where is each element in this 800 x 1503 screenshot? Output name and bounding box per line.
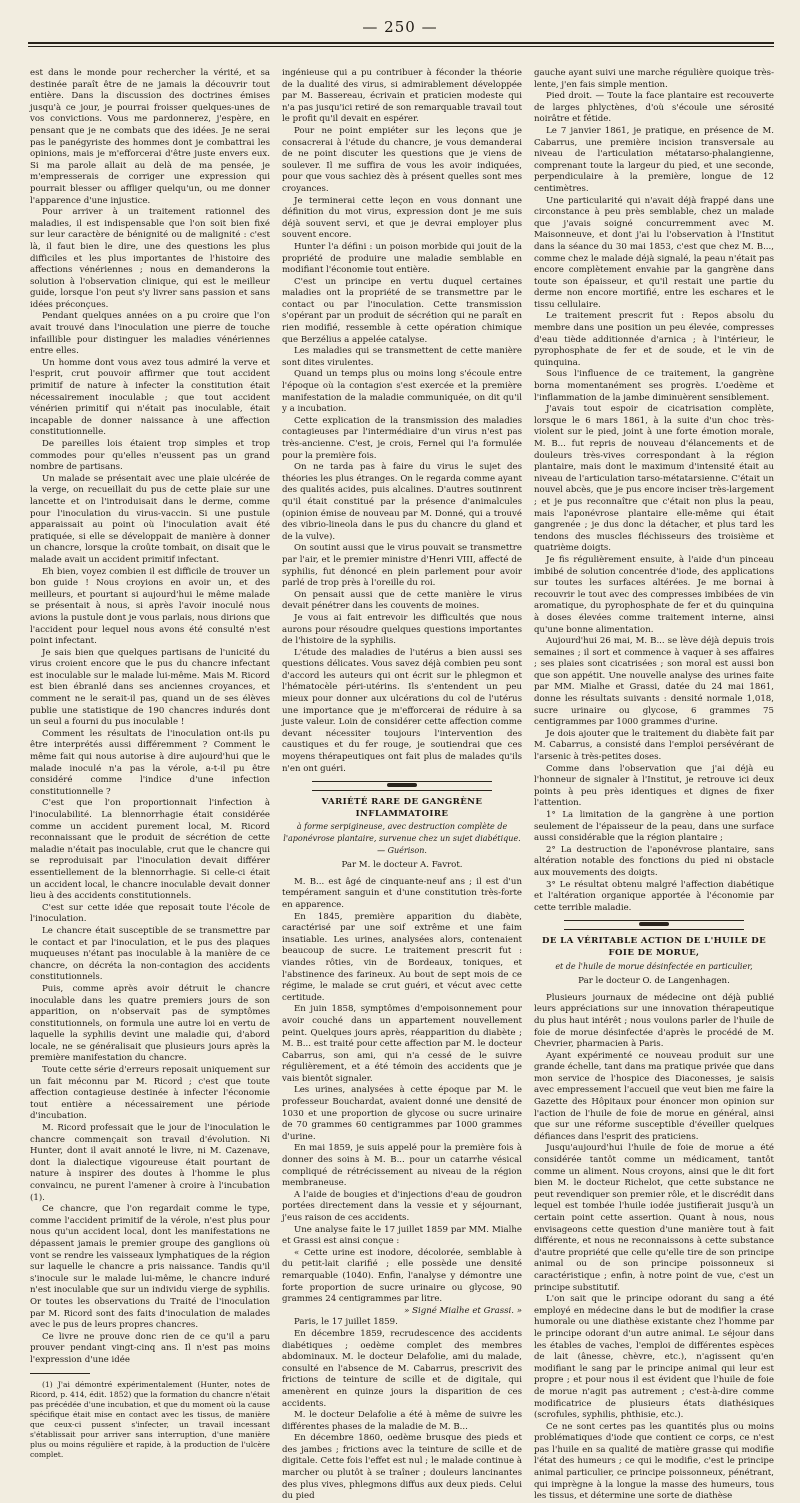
paragraph: En décembre 1859, recrudescence des accidents diabétiques ; oedème complet des membres abdominaux. M. le docteur Delafolie, ami du malade, consulté en l'absence de M. Cabarrus, prescrivit des frictions de teinture de scille et de digitale, qui amenèrent en quinze jours la disparition de ces accidents. <box>282 1328 522 1409</box>
paragraph: Je terminerai cette leçon en vous donnant une définition du mot virus, expression dont je me suis déjà souvent servi, et que je devrai employer plus souvent encore. <box>282 195 522 241</box>
paragraph: Comme dans l'observation que j'ai déjà eu l'honneur de signaler à l'Institut, je retrouve ici deux points à peu près identiques et dignes de fixer l'attention. <box>534 763 774 809</box>
paragraph: En juin 1858, symptômes d'empoisonnement pour avoir couché dans un appartement nouvellement peint. Quelques jours après, réapparition du diabète ; M. B... est traité pour cette affection par M. le docteur Cabarrus, son ami, qui n'a cessé de le suivre régulièrement, et a été témoin des accidents que je vais bientôt signaler. <box>282 1004 522 1084</box>
paragraph: Pied droit. — Toute la face plantaire est recouverte de larges phlyctènes, d'où s'écoule une sérosité noirâtre et fétide. <box>534 91 774 125</box>
paragraph: On soutint aussi que le virus pouvait se transmettre par l'air, et le premier ministre d'Henri VIII, affecté de syphilis, fut dénoncé en plein parlement pour avoir parlé de trop près à l'oreille du roi. <box>282 543 522 589</box>
paragraph: 1° La limitation de la gangrène à une portion seulement de l'épaisseur de la peau, dans une surface aussi considérable que la région plantaire ; <box>534 810 774 844</box>
paragraph: Pendant quelques années on a pu croire que l'on avait trouvé dans l'inoculation une pierre de touche infaillible pour distinguer les maladies vénériennes entre elles. <box>30 311 270 357</box>
footnote: (1) J'ai démontré expérimentalement (Hunter, notes de Ricord, p. 414, édit. 1852) que la formation du chancre n'était pas précédée d'une incubation, et que du moment où la cause spécifique était mise en contact avec les tissus, de manière que ceux-ci pussent s'infecter, un travail incessant s'établissait pour arriver sans interruption, d'une manière plus ou moins régulière et rapide, à la production de l'ulcère complet. <box>30 1379 270 1459</box>
paragraph: 2° La destruction de l'aponévrose plantaire, sans altération notable des fonctions du pied ni obstacle aux mouvements des doigts. <box>534 844 774 878</box>
paragraph: A l'aide de bougies et d'injections d'eau de goudron portées directement dans la vessie et y séjournant, j'eus raison de ces accidents. <box>282 1189 522 1223</box>
paragraph: 3° Le résultat obtenu malgré l'affection diabétique et l'altération organique apportée à l'économie par cette terrible maladie. <box>534 879 774 913</box>
paragraph: En décembre 1860, oedème brusque des pieds et des jambes ; frictions avec la teinture de scille et de digitale. Cette fois l'effet est nul ; le malade continue à marcher ou plutôt à se traîner ; douleurs lancinantes des plus vives, phlegmons diffus aux deux pieds. Celui du pied <box>282 1433 522 1502</box>
column-1 <box>30 68 270 1459</box>
paragraph: Le 7 janvier 1861, je pratique, en présence de M. Cabarrus, une première incision transversale au niveau de l'articulation métatarso-phalangienne, comprenant toute la largeur du pied, et une seconde, perpendiculaire à la première, longue de 12 centimètres. <box>534 125 774 194</box>
paragraph: Ce livre ne prouve donc rien de ce qu'il a paru prouver pendant vingt-cinq ans. Il n'est pas moins l'expression d'une idée <box>30 1331 270 1365</box>
paragraph: Ayant expérimenté ce nouveau produit sur une grande échelle, tant dans ma pratique privée que dans mon service de l'hospice des Diaconesses, je saisis avec empressement l'accueil que veut bien me faire la Gazette des Hôpitaux pour énoncer mon opinion sur l'action de l'huile de foie de morue en général, ainsi que sur une réforme susceptible d'éveiller quelques défiances dans l'esprit des praticiens. <box>534 1050 774 1142</box>
paragraph: Un homme dont vous avez tous admiré la verve et l'esprit, crut pouvoir affirmer que tout accident primitif de nature à infecter la constitution était nécessairement inoculable ; que tout accident vénérien primitif qui n'était pas inoculable, était incapable de donner naissance à une affection constitutionnelle. <box>30 357 270 438</box>
article-subtitle: à forme serpigineuse, avec destruction complète de l'aponévrose plantaire, survenue chez un sujet diabétique. — Guérison. <box>283 822 521 855</box>
paragraph: Un malade se présentait avec une plaie ulcérée de la verge, on recueillait du pus de cette plaie sur une lancette et on l'introduisait dans le derme, comme pour l'inoculation du virus-vaccin. Si une pustule apparaissait au point où l'inoculation avait été pratiquée, si elle se développait de manière à donner un chancre, lorsque la croûte tombait, on disait que le malade avait un accident primitif infectant. <box>30 473 270 565</box>
paragraph: « Cette urine est inodore, décolorée, semblable à du petit-lait clarifié ; elle possède une densité remarquable (1040). Enfin, l'analyse y démontre une forte proportion de sucre urinaire ou glycose, 90 grammes 24 centigrammes par litre. <box>282 1247 522 1305</box>
paragraph: M. B... est âgé de cinquante-neuf ans ; il est d'un tempérament sanguin et d'une constitution très-forte en apparence. <box>282 876 522 910</box>
paragraph: Toute cette série d'erreurs reposait uniquement sur un fait méconnu par M. Ricord ; c'est que toute affection contagieuse destinée à infecter l'économie tout entière a nécessairement une période d'incubation. <box>30 1065 270 1122</box>
paragraph: J'avais tout espoir de cicatrisation complète, lorsque le 6 mars 1861, à la suite d'un choc très-violent sur le pied, joint à une forte émotion morale, M. B... fut repris de nouveau d'élancements et de douleurs très-vives correspondant à la région plantaire, mais dont le maximum d'intensité était au niveau de l'articulation tarso-métatarsienne. C'était un nouvel abcès, que je pus encore inciser très-largement ; et je pus reconnaître que c'était non plus la peau, mais l'aponévrose plantaire elle-même qui était gangrenée ; je dus donc la détacher, et plus tard les tendons des muscles fléchisseurs des troisième et quatrième doigts. <box>534 404 774 554</box>
paragraph: Ce ne sont certes pas les quantités plus ou moins problématiques d'iode que contient ce corps, ce n'est pas l'huile en sa qualité de matière grasse qui modifie l'état des humeurs ; ce qui le modifie, c'est le principe animal particulier, ce principe poissonneux, pénétrant, qui imprègne à la longue la masse des humeurs, tous les tissus, et détermine une sorte de diathèse <box>534 1421 774 1502</box>
paragraph: Le chancre était susceptible de se transmettre par le contact et par l'inoculation, et le pus des plaques muqueuses n'étant pas inoculable à la manière de ce chancre, on décréta la non-contagion des accidents constitutionnels. <box>30 925 270 983</box>
paragraph: ingénieuse qui a pu contribuer à féconder la théorie de la dualité des virus, si admirablement développée par M. Bassereau, écrivain et praticien modeste qui n'a pas jusqu'ici retiré de son remarquable travail tout le profit qu'il devait en espérer. <box>282 68 522 125</box>
paragraph: Une particularité qui n'avait déjà frappé dans une circonstance à peu près semblable, chez un malade que j'avais soigné concurremment avec M. Maisonneuve, et dont j'ai lu l'observation à l'Institut dans la séance du 30 mai 1853, c'est que chez M. B..., comme chez le malade déjà signalé, la peau n'était pas encore complètement envahie par la gangrène dans toute son épaisseur, et qu'il restait une partie du derme non encore mortifié, entre les eschares et le tissu cellulaire. <box>534 195 774 310</box>
paragraph: Comment les résultats de l'inoculation ont-ils pu être interprétés aussi différemment ? Comment le même fait qui nous autorise à dire aujourd'hui que le malade inoculé n'a pas la vérole, a-t-il pu être considéré comme l'indice d'une infection constitutionnelle ? <box>30 728 270 797</box>
paragraph: Je dois ajouter que le traitement du diabète fait par M. Cabarrus, a consisté dans l'emploi persévérant de l'arsenic à très-petites doses. <box>534 728 774 763</box>
paragraph: Eh bien, voyez combien il est difficile de trouver un bon guide ! Nous croyions en avoir un, et des meilleurs, et pourtant si aujourd'hui le même malade se présentait à nous, si après l'avoir inoculé nous avions la pustule dont je vous parlais, nous dirions que l'accident pour lequel nous avons été consulté n'est point infectant. <box>30 566 270 647</box>
paragraph: Cette explication de la transmission des maladies contagieuses par l'intermédiaire d'un virus n'est pas très-ancienne. C'est, je crois, Fernel qui l'a formulée pour la première fois. <box>282 415 522 461</box>
header-rule <box>28 42 774 47</box>
paragraph: gauche ayant suivi une marche régulière quoique très-lente, j'en fais simple mention. <box>534 68 774 90</box>
column-2 <box>282 68 522 1502</box>
article-title: DE LA VÉRITABLE ACTION DE L'HUILE DE FOIE DE MORUE, <box>541 936 767 958</box>
paragraph: Les urines, analysées à cette époque par M. le professeur Bouchardat, avaient donné une densité de 1030 et une proportion de glycose ou sucre urinaire de 70 grammes 60 centigrammes par 1000 grammes d'urine. <box>282 1085 522 1142</box>
article-title: VARIÉTÉ RARE DE GANGRÈNE INFLAMMATOIRE <box>321 797 483 819</box>
article-byline: Par M. le docteur A. Favrot. <box>341 860 463 871</box>
paragraph: Je vous ai fait entrevoir les difficultés que nous aurons pour résoudre quelques questions importantes de l'histoire de la syphilis. <box>282 612 522 647</box>
paragraph: En 1845, première apparition du diabète, caractérisé par une soif extrême et une faim insatiable. Les urines, analysées alors, contenaient beaucoup de sucre. Le traitement prescrit fut : viandes rôties, vin de Bordeaux, toniques, et l'abstinence des farineux. Au bout de sept mois de ce régime, le malade se crut guéri, et vécut avec cette certitude. <box>282 911 522 1003</box>
paragraph: est dans le monde pour rechercher la vérité, et sa destinée paraît être de ne jamais la découvrir tout entière. Dans la discussion des doctrines émises jusqu'à ce jour, je pourrai froisser quelques-unes de vos convictions. Vous me pardonnerez, j'espère, en pensant que je ne combats que des idées. Je ne serai pas le panégyriste des hommes dont je combattrai les opinions, mais je m'efforcerai d'être juste envers eux. Si ma parole allait au delà de ma pensée, je m'empresserais de corriger une expression qui pourrait blesser ou affliger quelqu'un, ou me donner l'apparence d'une injustice. <box>30 68 270 206</box>
paragraph: Pour ne point empiéter sur les leçons que je consacrerai à l'étude du chancre, je vous demanderai de ne point discuter les questions que je viens de soulever. Il me suffira de vous les avoir indiquées, pour que vous sachiez dès à présent quelles sont mes croyances. <box>282 125 522 194</box>
page-number: — 250 — <box>362 18 438 36</box>
paragraph: M. Ricord professait que le jour de l'inoculation le chancre commençait son travail d'évolution. Ni Hunter, dont il avait annoté le livre, ni M. Cazenave, dont la dialectique vigoureuse était pourtant de nature à inspirer des doutes à l'homme le plus convaincu, ne purent l'amener à croire à l'incubation (1). <box>30 1123 270 1203</box>
paragraph: C'est sur cette idée que reposait toute l'école de l'inoculation. <box>30 902 270 925</box>
footnote-rule <box>30 1373 90 1374</box>
article-subtitle: et de l'huile de morue désinfectée en particulier, <box>555 961 753 971</box>
signature: » Signé Mialhe et Grassi. » <box>404 1305 522 1316</box>
paragraph: M. le docteur Delafolie a été à même de suivre les différentes phases de la maladie de M. B... <box>282 1410 522 1432</box>
paragraph: Ce chancre, que l'on regardait comme le type, comme l'accident primitif de la vérole, n'est plus pour nous qu'un accident local, dont les manifestations ne dépassent jamais le premier groupe des ganglions où vont se rendre les vaisseaux lymphatiques de la région sur laquelle le chancre a pris naissance. Tandis qu'il s'inocule sur le malade lui-même, le chancre induré n'est inoculable que sur un individu vierge de syphilis. Or toutes les observations du Traité de l'inoculation par M. Ricord sont des faits d'inoculation de malades avec le pus de leurs propres chancres. <box>30 1204 270 1331</box>
article-columns <box>30 68 774 1502</box>
paragraph: Une analyse faite le 17 juillet 1859 par MM. Mialhe et Grassi est ainsi conçue : <box>282 1224 522 1247</box>
paragraph: On ne tarda pas à faire du virus le sujet des théories les plus étranges. On le regarda comme ayant des qualités acides, puis alcalines. D'autres soutinrent qu'il était constitué par la présence d'animalcules (opinion émise de nouveau par M. Donné, qui a trouvé des vibrio-lineola dans le pus du chancre du gland et de la vulve). <box>282 462 522 542</box>
paragraph: En mai 1859, je suis appelé pour la première fois à donner des soins à M. B... pour un catarrhe vésical compliqué de rétrécissement au niveau de la région membraneuse. <box>282 1143 522 1189</box>
paragraph: Aujourd'hui 26 mai, M. B... se lève déjà depuis trois semaines ; il sort et commence à vaquer à ses affaires ; ses plaies sont cicatrisées ; son moral est aussi bon que son appétit. Une nouvelle analyse des urines faite par MM. Mialhe et Grassi, datée du 24 mai 1861, donne les résultats suivants : densité normale 1,018, sucre urinaire ou glycose, 6 grammes 75 centigrammes par 1000 grammes d'urine. <box>534 636 774 728</box>
section-separator <box>312 781 492 791</box>
article-byline: Par le docteur O. de Langenhagen. <box>578 976 730 987</box>
paragraph: Puis, comme après avoir détruit le chancre inoculable dans les quatre premiers jours de son apparition, on n'observait pas de symptômes constitutionnels, on formula une autre loi en vertu de laquelle la syphilis devint une maladie qui, d'abord locale, ne se généralisait que plusieurs jours après la première manifestation du chancre. <box>30 983 270 1064</box>
dateline: Paris, le 17 juillet 1859. <box>294 1317 398 1328</box>
paragraph: Plusieurs journaux de médecine ont déjà publié leurs appréciations sur une innovation thérapeutique du plus haut intérêt ; nous voulons parler de l'huile de foie de morue désinfectée d'après le procédé de M. Chevrier, pharmacien à Paris. <box>534 992 774 1050</box>
paragraph: L'étude des maladies de l'utérus a bien aussi ses questions délicates. Vous savez déjà combien peu sont d'accord les auteurs qui ont écrit sur le phlegmon et l'hématocèle péri-utérins. Ils s'entendent un peu mieux pour donner aux ulcérations du col de l'utérus une importance que je m'efforcerai de réduire à sa juste valeur. Loin de considérer cette affection comme devant nécessiter toujours l'intervention des caustiques et du fer rouge, je soutiendrai que ces moyens thérapeutiques ont fait plus de malades qu'ils n'en ont guéri. <box>282 647 522 774</box>
paragraph: L'on sait que le principe odorant du sang a été employé en médecine dans le but de modifier la crase humorale ou une diathèse existante chez l'homme par le principe odorant d'un autre animal. Le séjour dans les étables de vaches, l'emploi de différentes espèces de lait (ânesse, chèvre, etc.), n'agissent qu'en modifiant le sang par le principe animal qui leur est propre ; et pour nous il est évident que l'huile de foie de morue n'agit pas autrement ; c'est-à-dire comme modificatrice de plusieurs états diathésiques (scrofules, syphilis, phthisie, etc.). <box>534 1294 774 1421</box>
paragraph: C'est un principe en vertu duquel certaines maladies ont la propriété de se transmettre par le contact ou par l'inoculation. Cette transmission s'opérant par un produit de sécrétion qui ne paraît en rien modifié, ressemble à cette opération chimique que Berzélius a appelée catalyse. <box>282 276 522 345</box>
paragraph: C'est que l'on proportionnait l'infection à l'inoculabilité. La blennorrhagie était considérée comme un accident purement local, M. Ricord reconnaissant que le produit de sécrétion de cette maladie n'était pas inoculable, crut que le chancre qui se reproduisait par l'inoculation devait différer essentiellement de la blennorrhagie. Si celle-ci était un accident local, le chancre inoculable devait donner lieu à des accidents constitutionnels. <box>30 798 270 902</box>
paragraph: Les maladies qui se transmettent de cette manière sont dites virulentes. <box>282 346 522 368</box>
paragraph: On pensait aussi que de cette manière le virus devait pénétrer dans les couvents de moines. <box>282 589 522 612</box>
paragraph: Hunter l'a défini : un poison morbide qui jouit de la propriété de produire une maladie semblable en modifiant l'économie tout entière. <box>282 241 522 276</box>
paragraph: Le traitement prescrit fut : Repos absolu du membre dans une position un peu élevée, compresses d'eau tiède additionnée d'arnica ; à l'intérieur, le pyrophosphate de fer et de soude, et le vin de quinquina. <box>534 311 774 368</box>
paragraph: Jusqu'aujourd'hui l'huile de foie de morue a été considérée tantôt comme un médicament, tantôt comme un aliment. Nous croyons, ainsi que le dit fort bien M. le docteur Richelot, que cette substance ne peut revendiquer son premier rôle, et le discrédit dans lequel est tombée l'huile iodée justifierait jusqu'à un certain point cette assertion. Quant à nous, nous envisageons cette question d'une manière tout à fait différente, et nous ne reconnaissons à cette substance d'autre propriété que celle qu'elle tire de son principe animal ou de son principe poissonneux si caractéristique ; enfin, à notre point de vue, c'est un principe substitutif. <box>534 1143 774 1293</box>
column-3 <box>534 68 774 1502</box>
paragraph: Je fis régulièrement ensuite, à l'aide d'un pinceau imbibé de solution concentrée d'iode, des applications sur toutes les surfaces altérées. Je me bornai à recouvrir le tout avec des compresses imbibées de vin aromatique, du pyrophosphate de fer et du quinquina à doses élevées comme traitement interne, ainsi qu'une bonne alimentation. <box>534 554 774 635</box>
paragraph: Quand un temps plus ou moins long s'écoule entre l'époque où la contagion s'est exercée et la première manifestation de la maladie communiquée, on dit qu'il y a incubation. <box>282 369 522 415</box>
paragraph: Je sais bien que quelques partisans de l'unicité du virus croient encore que le pus du chancre infectant est inoculable sur le malade lui-même. Mais M. Ricord est bien ébranlé dans ses anciennes croyances, et comment ne le serait-il pas, quand un de ses élèves publie une statistique de 190 chancres indurés dont un seul a fourni du pus inoculable ! <box>30 647 270 728</box>
paragraph: Pour arriver à un traitement rationnel des maladies, il est indispensable que l'on soit bien fixé sur leur caractère de bénignité ou de malignité : c'est là, il faut bien le dire, une des questions les plus difficiles et les plus importantes de l'histoire des affections vénériennes ; nous en demanderons la solution à l'observation clinique, qui est le meilleur guide, lorsque l'on peut s'y livrer sans passion et sans idées préconçues. <box>30 207 270 310</box>
paragraph: De pareilles lois étaient trop simples et trop commodes pour qu'elles n'eussent pas un grand nombre de partisans. <box>30 439 270 473</box>
paragraph: Sous l'influence de ce traitement, la gangrène borna momentanément ses progrès. L'oedème et l'inflammation de la jambe diminuèrent sensiblement. <box>534 369 774 403</box>
section-separator <box>564 920 744 930</box>
